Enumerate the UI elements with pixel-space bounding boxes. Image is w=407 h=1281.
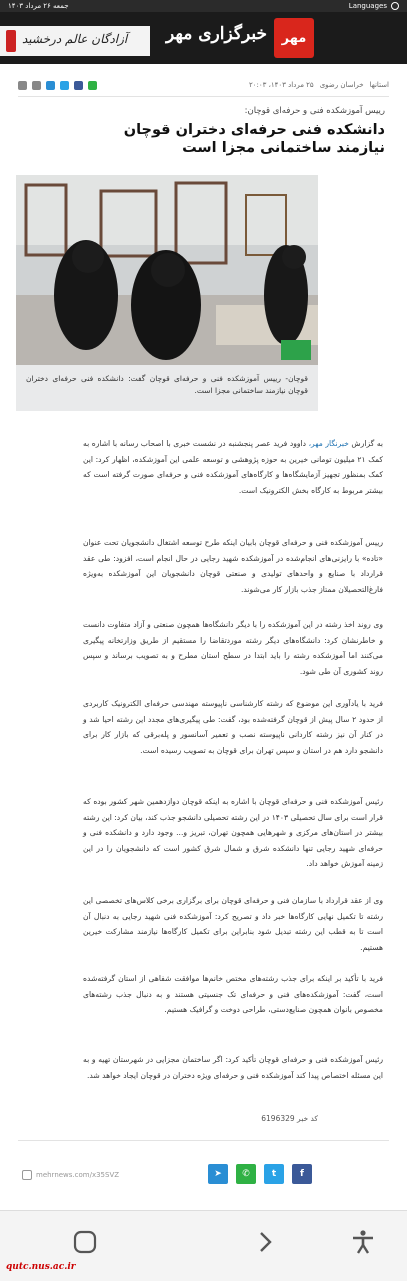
breadcrumb-home[interactable]: استانها xyxy=(369,81,389,89)
whatsapp-share-button[interactable] xyxy=(236,1164,256,1184)
paragraph-5: رئیس آموزشکده فنی و حرفه‌ای قوچان با اشاره به اینکه قوچان دوازدهمین شهر کشور بوده که قرار است برای سال تحصیلی ۱۴۰۳ در این رشته تحصیلی دانشجو جذب کند، بیان کرد: این رشته بیشتر در استان‌های مرکزی و شهرهایی همچون تهران، تبریز و... وجود دارد و دانشکده فنی و حرفه‌ای شهید رجایی تنها دانشکده شرق و شمال شرق کشور است که دانشجویان را در این زمینه آموزش خواهد داد. xyxy=(83,797,384,868)
text-size-icon[interactable] xyxy=(32,81,41,90)
paragraph-6: وی از عقد قرارداد با سازمان فنی و حرفه‌ای قوچان برای برگزاری برخی کلاس‌های تخصصی این رشته تا تکمیل نهایی کارگاه‌ها خبر داد و تصریح کرد: آموزشکده فنی شهید رجایی به دنبال آن است تا به قطب این رشته تبدیل شود بنابراین برای تکمیل کارگاه‌ها نیازمند مشارکت خیرین هستیم. xyxy=(83,896,383,952)
share-row xyxy=(16,1164,318,1186)
twitter-icon: t xyxy=(271,1169,277,1179)
site-header xyxy=(0,12,407,64)
p1-prefix: به گزارش xyxy=(351,439,383,448)
photo-caption: قوچان- رییس آموزشکده فنی و حرفه‌ای قوچان گفت: دانشکده فنی حرفه‌ای دختران قوچان نیازمند ساختمانی مجزا است. xyxy=(16,365,318,411)
languages-link[interactable] xyxy=(349,2,399,10)
reporter-link[interactable]: خبرنگار مهر، xyxy=(308,439,349,448)
paragraph-3: وی روند اخذ رشته در این آموزشکده را با دیگر دانشگاه‌ها همچون صنعتی و آزاد متفاوت دانست و خاطرنشان کرد: دانشگاه‌های دیگر رشته موردتقاضا را مستقیم از طریق وزارتخانه پیگیری می‌کنند اما آموزشکده رشته را باید ابتدا در سطح استان مطرح و به تصویب برساند و سپس روند کشوری آن طی شود. xyxy=(83,620,383,676)
telegram-icon: ➤ xyxy=(214,1169,222,1179)
home-icon xyxy=(72,1229,98,1255)
header-banner[interactable] xyxy=(0,26,150,56)
facebook-share-button[interactable] xyxy=(292,1164,312,1184)
whatsapp-icon[interactable] xyxy=(88,81,97,90)
facebook-icon[interactable] xyxy=(74,81,83,90)
languages-label: Languages xyxy=(348,2,387,10)
divider xyxy=(18,96,389,97)
top-bar xyxy=(0,0,407,12)
publish-datetime: ۲۵ مرداد ۱۴۰۳، ۲۰:۰۳ xyxy=(248,81,314,89)
eagle-icon xyxy=(6,30,16,52)
facebook-icon: f xyxy=(300,1169,304,1179)
paragraph-4: فرید با یادآوری این موضوع که رشته کارشناسی ناپیوسته مهندسی حرفه‌ای الکترونیک کاربردی از حدود ۲ سال پیش از قوچان گرفته‌شده بود، گفت: طی پیگیری‌های مجدد این رشته احیا شد و در کنار آن نیز رشته کاردانی ناپیوسته نصب و تعمیر آسانسور و پله‌برقی که بازار کار برای دانشجو دارد هم در استان و سپس تهران برای قوچان به تصویب رسیده است. xyxy=(83,699,383,755)
paragraph-8: رئیس آموزشکده فنی و حرفه‌ای قوچان تأکید کرد: اگر ساختمان مجزایی در شهرستان تهیه و به این مسئله اختصاص پیدا کند آموزشکده فنی و حرفه‌ای ویژه دختران در قوچان ایجاد خواهد شد. xyxy=(83,1055,383,1080)
paragraph-7: فرید با تأکید بر اینکه برای جذب رشته‌های مختص خانم‌ها موافقت شفاهی از استان گرفته‌شده است، گفت: آموزشکده‌های فنی و حرفه‌ای تک جنسیتی هستند و به دنبال جذب رشته‌های مخصوص بانوان همچون صنایع‌دستی، طراحی دوخت و گرافیک هستیم. xyxy=(83,974,383,1014)
print-icon[interactable] xyxy=(18,81,27,90)
home-button[interactable] xyxy=(70,1227,100,1257)
accessibility-button[interactable] xyxy=(348,1227,378,1257)
logo-text[interactable]: خبرگزاری مهر xyxy=(166,24,267,44)
short-url-text: mehrnews.com/x35SVZ xyxy=(36,1171,120,1179)
chevron-right-icon xyxy=(252,1229,278,1255)
article-title: دانشکده فنی حرفه‌ای دختران قوچان نیازمند ساختمانی مجزا است xyxy=(123,122,385,156)
article-kicker: رییس آموزشکده فنی و حرفه‌ای قوچان: xyxy=(244,106,385,116)
twitter-share-button[interactable] xyxy=(264,1164,284,1184)
breadcrumb-province[interactable]: خراسان رضوی xyxy=(319,81,364,89)
mehr-logo[interactable] xyxy=(274,18,314,58)
whatsapp-icon: ✆ xyxy=(242,1169,250,1179)
accessibility-icon xyxy=(350,1229,376,1255)
logo-mark: مهر xyxy=(281,30,307,46)
paragraph-1 xyxy=(83,436,383,498)
paragraph-2: رییس آموزشکده فنی و حرفه‌ای قوچان بابیان اینکه طرح توسعه اشتغال دانشجویان تحت عنوان «تاده» با رایزنی‌های انجام‌شده در آموزشکده شهید رجایی در حال انجام است، افزود: طی عقد قرارداد با صنایع و واحدهای تولیدی و صنعتی قوچان دانشجویان این آموزشکده به‌ویژه فارغ‌التحصیلان ممتاز جذب بازار کار می‌شوند. xyxy=(83,538,383,594)
divider xyxy=(18,1140,389,1141)
telegram-icon[interactable] xyxy=(46,81,55,90)
banner-text: آزادگان عالم درخشید xyxy=(22,32,128,46)
breadcrumb xyxy=(249,81,389,89)
globe-icon xyxy=(391,2,399,10)
article-tools xyxy=(18,81,97,90)
date-label: جمعه ۲۶ مرداد ۱۴۰۳ xyxy=(8,2,69,10)
article-photo xyxy=(16,175,318,365)
forward-button[interactable] xyxy=(250,1227,280,1257)
news-code: کد خبر 6196329 xyxy=(261,1114,318,1123)
p1-text: داوود فرید عصر پنجشنبه در نشست خبری با اصحاب رسانه با اشاره به کمک ۲۱ میلیون تومانی خیرین به حوزه پژوهشی و توسعه علمی این آموزشکده، اظهار کرد: این کمک بمنظور تجهیز آزمایشگاه‌ها و کارگاه‌های آموزشکده فنی و حرفه‌ای صورت گرفته است که بیشتر مربوط به کارگاه بخش الکترونیک است. xyxy=(83,439,384,495)
breadcrumb-row xyxy=(18,78,389,92)
twitter-icon[interactable] xyxy=(60,81,69,90)
watermark: qutc.nus.ac.ir xyxy=(6,1262,76,1272)
telegram-share-button[interactable] xyxy=(208,1164,228,1184)
